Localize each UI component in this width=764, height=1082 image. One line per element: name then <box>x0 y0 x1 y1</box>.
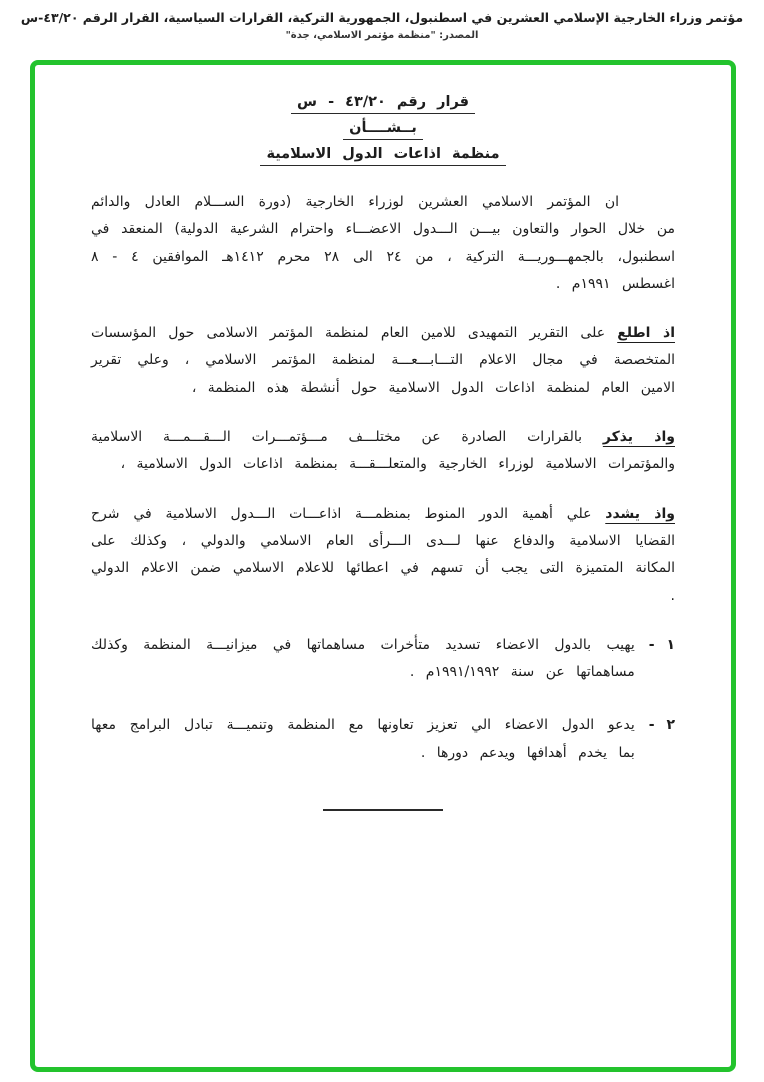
paragraph-text: بالقرارات الصادرة عن مختلـــف مـــؤتمـــرات الـــقـــمـــة الاسلامية والمؤتمرات الاسلامية لوزراء الخارجية والمتعلـــقـــة بمنظمة اذاعات الدول الاسلامية ، <box>91 429 675 473</box>
clause-lead: واذ يشدد <box>605 505 675 522</box>
clause-stressing-paragraph <box>91 501 675 610</box>
item-text: يهيب بالدول الاعضاء تسديد متأخرات مساهماتها في ميزانيـــة المنظمة وكذلك مساهماتها عن سنة ١٩٩١/١٩٩٢م . <box>91 636 635 681</box>
paragraph-text: علي أهمية الدور المنوط بمنظمـــة اذاعـــات الـــدول الاسلامية في شرح القضايا الاسلامية والدفاع عنها لـــدى الـــرأى العام الاسلامي والدولي ، وكذلك على المكانة المتميزة التى يجب أن تسهم في اعطائها للاعلام الاسلامي ضمن الاعلام الدولي . <box>91 505 675 604</box>
resolution-subject-title: منظمة اذاعات الدول الاسلامية <box>260 146 505 166</box>
title-row <box>91 143 675 169</box>
preamble-paragraph <box>91 189 675 298</box>
title-row <box>91 91 675 117</box>
end-divider <box>323 809 443 811</box>
paragraph-text: على التقرير التمهيدى للامين العام لمنظمة المؤتمر الاسلامى حول المؤسسات المتخصصة في مجال الاعلام التـــابـــعـــة لمنظمة المؤتمر الاسلامي ، وعلي تقرير الامين العام لمنظمة اذاعات الدول الاسلامية حول أنشطة هذه المنظمة ، <box>91 325 675 396</box>
resolution-document <box>35 65 731 811</box>
source-note: المصدر: "منظمة مؤتمر الاسلامي، جدة" <box>285 30 479 41</box>
clause-lead: واذ يذكر <box>602 429 675 446</box>
title-block <box>91 91 675 169</box>
operative-item-1 <box>91 632 675 687</box>
regarding-label: بــشــــأن <box>343 120 423 140</box>
paragraph-text: ان المؤتمر الاسلامي العشرين لوزراء الخارجية (دورة الســـلام العادل والدائم من خلال الحوار والتعاون بيـــن الـــدول الاعضـــاء واحترام الشرعية الدولية) المنعقد في اسطنبول، بالجمهـــوريـــة التركية ، من ٢٤ الى ٢٨ محرم ١٤١٢هـ الموافقين ٤ - ٨ اغسطس ١٩٩١م . <box>91 194 675 292</box>
resolution-number-title: قرار رقم ٤٣/٢٠ - س <box>291 94 475 114</box>
document-citation: مؤتمر وزراء الخارجية الإسلامي العشرين في اسطنبول، الجمهورية التركية، القرارات السياسية، القرار الرقم ٤٣/٢٠-س <box>20 10 744 25</box>
item-number: ١ - <box>648 636 675 653</box>
document-scan-frame <box>30 60 736 1072</box>
item-text: يدعو الدول الاعضاء الي تعزيز تعاونها مع المنظمة وتنميـــة تبادل البرامج معها بما يخدم أهدافها ويدعم دورها . <box>91 717 635 761</box>
item-number: ٢ - <box>648 717 675 734</box>
clause-recalling-paragraph <box>91 424 675 479</box>
operative-item-2 <box>91 712 675 767</box>
title-row <box>91 117 675 143</box>
clause-noting-paragraph <box>91 320 675 402</box>
clause-lead: اذ اطلع <box>617 325 675 342</box>
